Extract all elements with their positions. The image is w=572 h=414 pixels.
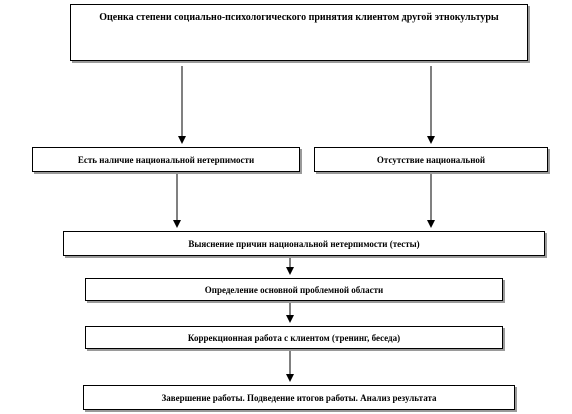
node-correction xyxy=(85,326,503,349)
node-assessment-label: Оценка степени социально-психологического принятия клиентом другой этнокультуры xyxy=(99,12,499,23)
node-causes-label: Выяснение причин национальной нетерпимости (тесты) xyxy=(188,238,420,249)
node-causes xyxy=(63,231,545,256)
node-completion xyxy=(83,385,515,410)
node-intolerance-absent-label: Отсутствие национальной xyxy=(376,154,486,165)
node-intolerance-present-label: Есть наличие национальной нетерпимости xyxy=(77,154,255,165)
node-intolerance-present xyxy=(32,147,300,172)
node-problem-area xyxy=(85,278,503,301)
node-correction-label: Коррекционная работа с клиентом (тренинг, беседа) xyxy=(187,332,401,343)
node-intolerance-absent xyxy=(314,147,548,172)
node-completion-label: Завершение работы. Подведение итогов работы. Анализ результата xyxy=(161,392,437,403)
node-assessment xyxy=(70,4,528,61)
node-problem-area-label: Определение основной проблемной области xyxy=(204,284,384,295)
